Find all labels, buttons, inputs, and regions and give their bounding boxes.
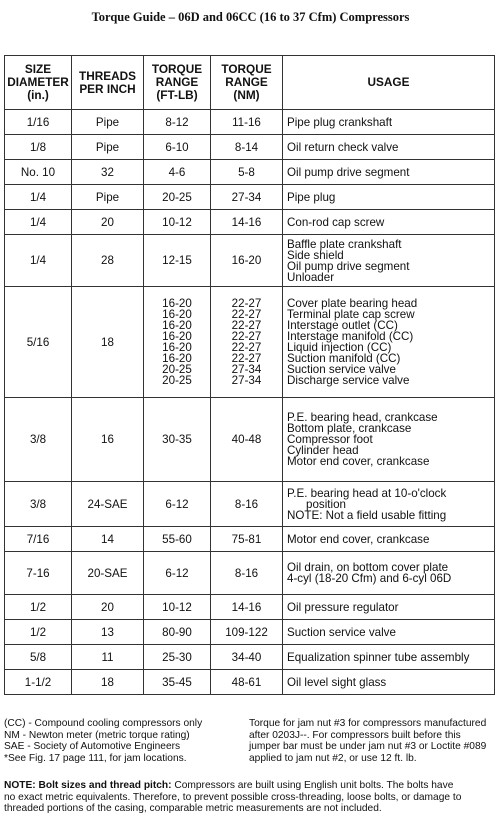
usage-line: Terminal plate cap screw: [287, 308, 415, 321]
torque-nm-cell: [211, 210, 283, 235]
threads-cell: 11: [72, 645, 144, 670]
table-row: [5, 595, 495, 620]
footnote-line: NM - Newton meter (metric torque rating): [4, 729, 190, 741]
torque-nm-value: 27-34: [231, 363, 262, 376]
torque-ftlb-value: 20-25: [162, 374, 192, 387]
threads-cell: 28: [72, 235, 144, 287]
size-cell: 1/4: [5, 185, 72, 210]
size-cell: 5/16: [5, 287, 72, 398]
usage-line: position: [306, 497, 346, 511]
header-threads: [72, 56, 144, 110]
header-line: DIAMETER: [7, 75, 69, 89]
header-line: (in.): [27, 88, 49, 102]
usage-line: Suction service valve: [287, 363, 396, 376]
torque-nm-value: 75-81: [231, 532, 262, 546]
torque-nm-value: 109-122: [225, 625, 268, 639]
usage-cell: [283, 110, 495, 135]
torque-ftlb-value: 10-12: [162, 600, 192, 614]
footnote-line: Torque for jam nut #3 for compressors manufactured: [249, 718, 487, 729]
table-row: [5, 235, 495, 287]
torque-nm-value: 14-16: [231, 215, 262, 229]
threads-cell: 32: [72, 160, 144, 185]
usage-line: Interstage manifold (CC): [287, 330, 414, 343]
footnotes-right: [249, 718, 497, 764]
table-row: [5, 185, 495, 210]
table-row: [5, 110, 495, 135]
usage-cell: [283, 185, 495, 210]
torque-ftlb-cell: [144, 645, 211, 670]
usage-line: NOTE: Not a field usable fitting: [287, 508, 447, 522]
table-row: [5, 160, 495, 185]
torque-nm-value: 22-27: [231, 319, 262, 332]
usage-line: Oil return check valve: [287, 140, 399, 154]
usage-cell: [283, 160, 495, 185]
torque-ftlb-cell: [144, 110, 211, 135]
torque-ftlb-cell: [144, 135, 211, 160]
threads-cell: 20-SAE: [72, 552, 144, 595]
torque-ftlb-value: 20-25: [162, 363, 192, 376]
torque-nm-cell: [211, 160, 283, 185]
usage-cell: [283, 595, 495, 620]
usage-line: Suction manifold (CC): [287, 352, 401, 365]
usage-line: Oil drain, on bottom cover plate: [287, 561, 449, 574]
size-cell: 5/8: [5, 645, 72, 670]
torque-ftlb-value: 16-20: [162, 308, 192, 321]
torque-ftlb-value: 16-20: [162, 352, 192, 365]
table-row: [5, 482, 495, 527]
size-cell: 1-1/2: [5, 670, 72, 695]
torque-ftlb-cell: [144, 670, 211, 695]
page-title: Torque Guide – 06D and 06CC (16 to 37 Cfm) Compressors: [91, 10, 410, 24]
usage-line: Oil pump drive segment: [287, 165, 410, 179]
torque-nm-cell: [211, 670, 283, 695]
usage-line: Side shield: [287, 248, 344, 262]
threads-cell: 18: [72, 287, 144, 398]
header-size: [5, 56, 72, 110]
torque-ftlb-value: 25-30: [162, 650, 192, 664]
usage-line: P.E. bearing head, crankcase: [287, 411, 438, 424]
torque-nm-cell: [211, 645, 283, 670]
torque-nm-cell: [211, 235, 283, 287]
usage-line: Motor end cover, crankcase: [287, 532, 430, 546]
torque-ftlb-value: 16-20: [162, 297, 192, 310]
torque-nm-value: 34-40: [231, 650, 262, 664]
torque-nm-value: 27-34: [231, 190, 262, 204]
footnote-line: jumper bar must be under jam nut #3 or Loctite #089: [249, 741, 487, 752]
header-line: (NM): [233, 88, 260, 102]
usage-cell: [283, 645, 495, 670]
usage-line: Oil level sight glass: [287, 675, 387, 689]
torque-nm-value: 22-27: [231, 330, 262, 343]
usage-line: 4-cyl (18-20 Cfm) and 6-cyl 06D: [287, 572, 452, 585]
torque-ftlb-value: 55-60: [162, 532, 192, 546]
threads-cell: 20: [72, 210, 144, 235]
torque-ftlb-value: 16-20: [162, 341, 192, 354]
size-cell: 1/2: [5, 620, 72, 645]
size-cell: 3/8: [5, 482, 72, 527]
torque-nm-cell: [211, 287, 283, 398]
torque-nm-value: 11-16: [232, 115, 261, 129]
torque-ftlb-value: 16-20: [162, 330, 192, 343]
torque-nm-cell: [211, 185, 283, 210]
footnote-line: *See Fig. 17 page 111, for jam locations.: [4, 752, 187, 764]
bolt-note-line: Compressors are built using English unit bolts. The bolts have: [171, 780, 454, 791]
torque-nm-value: 27-34: [231, 374, 262, 387]
torque-nm-value: 22-27: [231, 341, 262, 354]
usage-line: Unloader: [287, 270, 335, 284]
threads-cell: 14: [72, 527, 144, 552]
torque-ftlb-cell: [144, 398, 211, 482]
table-row: [5, 645, 495, 670]
torque-nm-value: 5-8: [238, 165, 255, 179]
torque-nm-value: 22-27: [231, 308, 262, 321]
torque-nm-cell: [211, 595, 283, 620]
torque-ftlb-cell: [144, 160, 211, 185]
usage-line: Pipe plug crankshaft: [287, 115, 393, 129]
size-cell: 1/16: [5, 110, 72, 135]
usage-cell: [283, 552, 495, 595]
torque-ftlb-value: 16-20: [162, 319, 192, 332]
header-line: RANGE: [155, 75, 199, 89]
header-line: THREADS: [78, 68, 137, 83]
header-line: (FT-LB): [156, 88, 198, 102]
torque-ftlb-value: 10-12: [162, 215, 192, 229]
torque-nm-value: 40-48: [231, 433, 262, 446]
usage-line: Baffle plate crankshaft: [287, 237, 402, 251]
table-row: [5, 135, 495, 160]
usage-line: Interstage outlet (CC): [287, 319, 398, 332]
torque-ftlb-cell: [144, 235, 211, 287]
usage-line: Discharge service valve: [287, 374, 410, 387]
torque-nm-value: 8-14: [234, 140, 259, 154]
footnotes-left: [4, 718, 244, 764]
footnote-line: SAE - Society of Automotive Engineers: [4, 741, 181, 752]
usage-cell: [283, 670, 495, 695]
usage-line: Liquid injection (CC): [287, 341, 392, 354]
torque-ftlb-cell: [144, 210, 211, 235]
torque-ftlb-value: 6-12: [165, 497, 189, 511]
threads-cell: Pipe: [72, 135, 144, 160]
usage-line: Equalization spinner tube assembly: [287, 650, 470, 664]
bolt-note-label: NOTE: Bolt sizes and thread pitch:: [4, 780, 172, 791]
torque-ftlb-value: 30-35: [162, 433, 192, 446]
torque-ftlb-cell: [144, 595, 211, 620]
torque-ftlb-value: 35-45: [162, 675, 192, 689]
usage-line: Cover plate bearing head: [287, 297, 418, 310]
torque-nm-value: 8-16: [234, 497, 259, 511]
header-torque-nm: [211, 56, 283, 110]
bolt-note-line: no exact metric equivalents. Therefore, to prevent possible cross-threading, loose bolts, or damage to: [4, 791, 462, 803]
torque-nm-value: 16-20: [231, 254, 262, 267]
torque-nm-cell: [211, 110, 283, 135]
bolt-note: [4, 780, 497, 815]
torque-nm-value: 14-16: [231, 600, 262, 614]
usage-cell: [283, 527, 495, 552]
torque-nm-value: 22-27: [231, 297, 262, 310]
table-row: [5, 287, 495, 398]
torque-nm-value: 22-27: [231, 352, 262, 365]
size-cell: 7/16: [5, 527, 72, 552]
usage-cell: [283, 210, 495, 235]
table-row: [5, 620, 495, 645]
torque-ftlb-value: 6-10: [165, 140, 189, 154]
bolt-note-line: threaded portions of the casing, comparable metric measurements are not included.: [4, 803, 382, 814]
threads-cell: 13: [72, 620, 144, 645]
table-row: [5, 527, 495, 552]
threads-cell: 20: [72, 595, 144, 620]
torque-ftlb-value: 8-12: [165, 115, 189, 129]
torque-ftlb-value: 4-6: [168, 165, 186, 179]
torque-table: [4, 55, 495, 695]
usage-cell: [283, 482, 495, 527]
usage-line: Compressor foot: [287, 433, 373, 446]
size-cell: No. 10: [5, 160, 72, 185]
torque-ftlb-cell: [144, 287, 211, 398]
usage-line: Oil pump drive segment: [287, 259, 410, 273]
usage-line: Bottom plate, crankcase: [287, 422, 412, 435]
usage-line: Motor end cover, crankcase: [287, 455, 430, 468]
torque-ftlb-cell: [144, 527, 211, 552]
header-line: USAGE: [367, 75, 410, 89]
usage-cell: [283, 398, 495, 482]
usage-line: Suction service valve: [287, 625, 396, 639]
torque-nm-cell: [211, 398, 283, 482]
torque-nm-cell: [211, 135, 283, 160]
torque-nm-value: 48-61: [231, 675, 262, 689]
usage-cell: [283, 235, 495, 287]
usage-line: P.E. bearing head at 10-o'clock: [287, 486, 447, 500]
threads-cell: 16: [72, 398, 144, 482]
torque-ftlb-value: 12-15: [162, 254, 192, 267]
torque-ftlb-cell: [144, 620, 211, 645]
torque-ftlb-cell: [144, 552, 211, 595]
size-cell: 1/8: [5, 135, 72, 160]
header-row: [5, 56, 495, 110]
header-line: TORQUE: [221, 62, 272, 76]
torque-nm-cell: [211, 552, 283, 595]
footnote-line: (CC) - Compound cooling compressors only: [4, 718, 203, 729]
threads-cell: Pipe: [72, 185, 144, 210]
header-line: PER INCH: [79, 81, 136, 96]
torque-nm-cell: [211, 527, 283, 552]
header-usage: [283, 56, 495, 110]
footnote-line: applied to jam nut #2, or use 12 ft. lb.: [249, 752, 417, 764]
size-cell: 1/2: [5, 595, 72, 620]
usage-cell: [283, 135, 495, 160]
size-cell: 7-16: [5, 552, 72, 595]
size-cell: 1/4: [5, 235, 72, 287]
torque-ftlb-value: 6-12: [165, 566, 189, 580]
threads-cell: 24-SAE: [72, 482, 144, 527]
threads-cell: Pipe: [72, 110, 144, 135]
usage-cell: [283, 287, 495, 398]
usage-line: Oil pressure regulator: [287, 600, 399, 614]
torque-ftlb-value: 20-25: [162, 190, 192, 204]
torque-ftlb-cell: [144, 482, 211, 527]
header-line: TORQUE: [151, 62, 203, 76]
torque-ftlb-cell: [144, 185, 211, 210]
usage-line: Cylinder head: [287, 444, 359, 457]
size-cell: 3/8: [5, 398, 72, 482]
threads-cell: 18: [72, 670, 144, 695]
usage-line: Con-rod cap screw: [287, 215, 385, 229]
torque-nm-cell: [211, 620, 283, 645]
torque-nm-value: 8-16: [234, 566, 259, 580]
usage-line: Pipe plug: [287, 190, 336, 204]
size-cell: 1/4: [5, 210, 72, 235]
usage-cell: [283, 620, 495, 645]
header-torque-ftlb: [144, 56, 211, 110]
torque-ftlb-value: 80-90: [162, 625, 192, 639]
footnote-line: after 0203J--. For compressors built before this: [249, 729, 461, 741]
table-row: [5, 210, 495, 235]
table-row: [5, 398, 495, 482]
header-line: RANGE: [225, 75, 268, 89]
table-row: [5, 670, 495, 695]
table-row: [5, 552, 495, 595]
torque-nm-cell: [211, 482, 283, 527]
header-line: SIZE: [24, 62, 52, 76]
